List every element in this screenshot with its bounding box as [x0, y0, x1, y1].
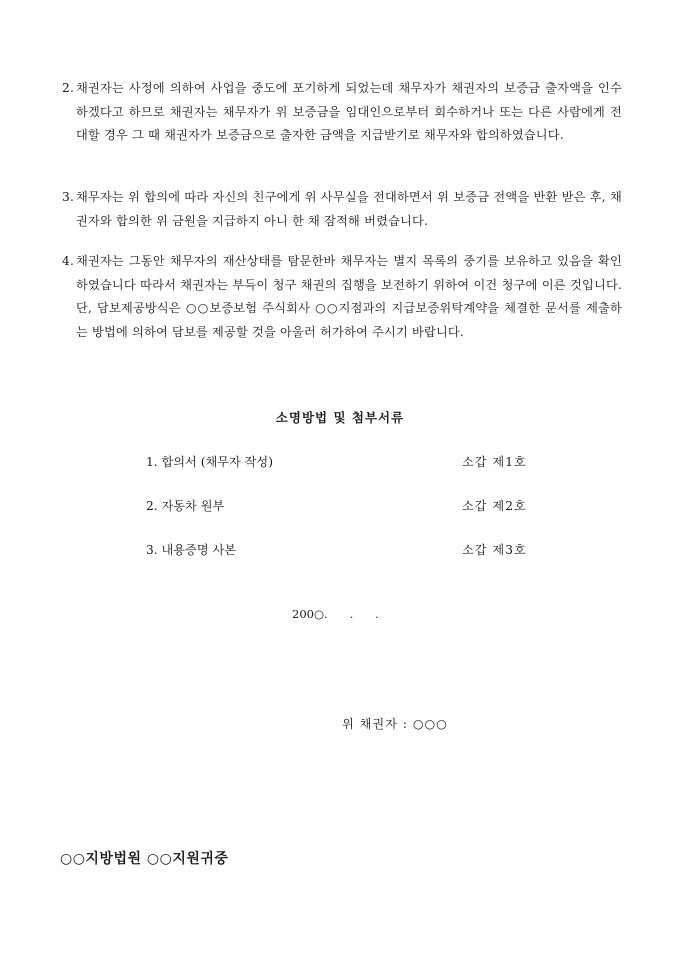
signer-line: 위 채권자 : ○○○ — [342, 717, 448, 731]
evidence-code: 소갑 제3호 — [462, 543, 527, 557]
section-title: 소명방법 및 첨부서류 — [275, 410, 405, 425]
evidence-row — [146, 453, 546, 473]
filing-date: 200○. . . — [292, 607, 379, 621]
evidence-name: 2. 자동차 원부 — [146, 499, 225, 513]
paragraph-2 — [62, 77, 622, 148]
evidence-row — [146, 541, 546, 561]
paragraph-4 — [62, 250, 622, 344]
evidence-code: 소갑 제2호 — [462, 499, 527, 513]
paragraph-3 — [62, 186, 622, 233]
evidence-name: 3. 내용증명 사본 — [146, 543, 237, 557]
paragraph-text: 채권자는 그동안 채무자의 재산상태를 탐문한바 채무자는 별지 목록의 중기를 보유하고 있음을 확인하였습니다 따라서 채권자는 부득이 청구 채권의 집행을 보전하기 위하여 이건 청구에 이른 것입니다. 단, 담보제공방식은 ○○보증보험 주식회사 ○○지점과의 지급보증위탁계약을 체결한 문서를 제출하는 방법에 의하여 담보를 제공할 것을 아울러 허가하여 주시기 바랍니다. — [76, 254, 622, 339]
evidence-row — [146, 497, 546, 517]
paragraph-number: 4. — [62, 254, 75, 268]
paragraph-number: 2. — [62, 81, 75, 95]
court-addressee: ○○지방법원 ○○지원귀중 — [60, 851, 229, 867]
paragraph-text: 채무자는 위 합의에 따라 자신의 친구에게 위 사무실을 전대하면서 위 보증금 전액을 반환 받은 후, 채권자와 합의한 위 금원을 지급하지 아니 한 채 잠적해 버렸습니다. — [76, 190, 622, 228]
paragraph-number: 3. — [62, 190, 75, 204]
evidence-name: 1. 합의서 (채무자 작성) — [146, 455, 273, 469]
evidence-code: 소갑 제1호 — [462, 455, 527, 469]
paragraph-text: 채권자는 사정에 의하여 사업을 중도에 포기하게 되었는데 채무자가 채권자의 보증금 출자액을 인수하겠다고 하므로 채권자는 채무자가 위 보증금을 임대인으로부터 회수하거나 또는 다른 사람에게 전대할 경우 그 때 채권자가 보증금으로 출자한 금액을 지급받기로 채무자와 합의하였습니다. — [76, 81, 622, 142]
